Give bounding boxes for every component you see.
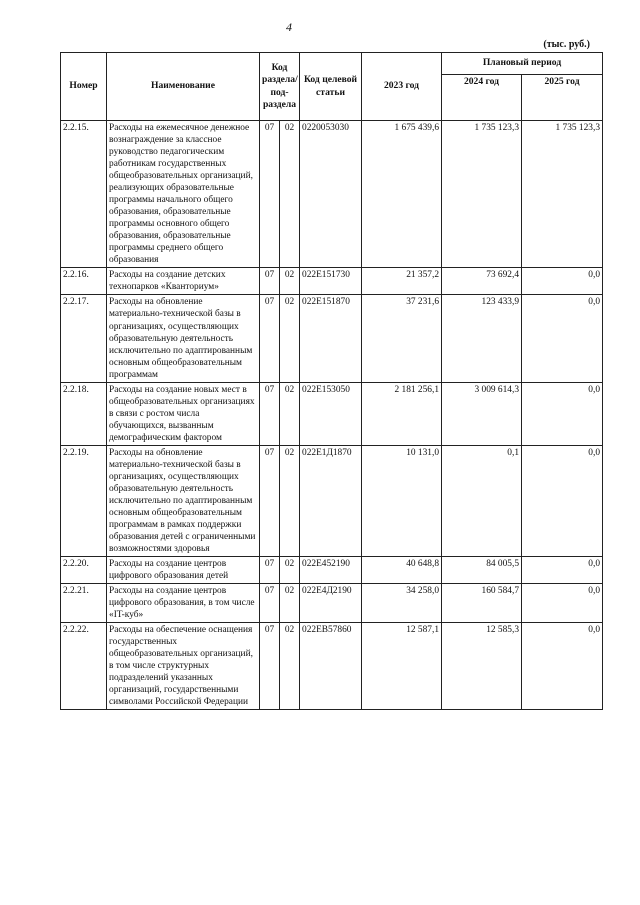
row-amount-2025: 0,0 — [522, 268, 603, 295]
table-row — [61, 121, 603, 268]
table-row — [61, 445, 603, 556]
row-amount-2023: 12 587,1 — [362, 623, 442, 710]
row-article: 022E4Д2190 — [300, 584, 362, 623]
row-article: 022E151870 — [300, 295, 362, 382]
row-amount-2025: 1 735 123,3 — [522, 121, 603, 268]
table-row — [61, 557, 603, 584]
row-subsection: 02 — [280, 382, 300, 445]
row-name: Расходы на обновление материально-технической базы в организациях, осуществляющих образовательную деятельность исключительно по адаптированным основным общеобразовательным программам — [107, 295, 260, 382]
header-name: Наименование — [107, 53, 260, 121]
row-name: Расходы на обеспечение оснащения государственных общеобразовательных организаций, в том числе структурных подразделений указанных организаций, государственными символами Российской Федерации — [107, 623, 260, 710]
row-amount-2025: 0,0 — [522, 584, 603, 623]
row-subsection: 02 — [280, 445, 300, 556]
row-subsection: 02 — [280, 121, 300, 268]
row-number: 2.2.20. — [61, 557, 107, 584]
row-section: 07 — [260, 268, 280, 295]
row-article: 0220053030 — [300, 121, 362, 268]
row-amount-2025: 0,0 — [522, 623, 603, 710]
row-amount-2025: 0,0 — [522, 382, 603, 445]
table-row — [61, 268, 603, 295]
units-label: (тыс. руб.) — [543, 39, 590, 50]
page-number: 4 — [286, 20, 292, 34]
row-amount-2024: 12 585,3 — [442, 623, 522, 710]
header-year-2023: 2023 год — [362, 53, 442, 121]
table-row — [61, 623, 603, 710]
row-number: 2.2.17. — [61, 295, 107, 382]
row-subsection: 02 — [280, 584, 300, 623]
header-section-code: Код раздела/ под-раздела — [260, 53, 300, 121]
row-subsection: 02 — [280, 268, 300, 295]
header-planned-period: Плановый период — [442, 53, 603, 75]
row-section: 07 — [260, 557, 280, 584]
row-article: 022E151730 — [300, 268, 362, 295]
header-number: Номер — [61, 53, 107, 121]
row-section: 07 — [260, 382, 280, 445]
row-amount-2023: 40 648,8 — [362, 557, 442, 584]
row-amount-2024: 123 433,9 — [442, 295, 522, 382]
row-number: 2.2.18. — [61, 382, 107, 445]
row-amount-2023: 2 181 256,1 — [362, 382, 442, 445]
row-amount-2025: 0,0 — [522, 295, 603, 382]
budget-table — [60, 52, 603, 710]
row-amount-2024: 160 584,7 — [442, 584, 522, 623]
table-row — [61, 584, 603, 623]
row-amount-2025: 0,0 — [522, 557, 603, 584]
row-number: 2.2.19. — [61, 445, 107, 556]
row-name: Расходы на ежемесячное денежное вознаграждение за классное руководство педагогическим работникам государственных общеобразовательных организаций, реализующих образовательные программы начального общего образования, образовательные программы основного общего образования, образовательные программы среднего общего образования — [107, 121, 260, 268]
row-amount-2024: 84 005,5 — [442, 557, 522, 584]
row-article: 022E153050 — [300, 382, 362, 445]
row-number: 2.2.21. — [61, 584, 107, 623]
table-row — [61, 295, 603, 382]
row-subsection: 02 — [280, 295, 300, 382]
row-article: 022E452190 — [300, 557, 362, 584]
table-row — [61, 382, 603, 445]
row-name: Расходы на обновление материально-технической базы в организациях, осуществляющих образовательную деятельность исключительно по адаптированным основным общеобразовательным программам в рамках поддержки образования детей с ограниченными возможностями здоровья — [107, 445, 260, 556]
row-number: 2.2.16. — [61, 268, 107, 295]
row-amount-2024: 0,1 — [442, 445, 522, 556]
row-amount-2024: 1 735 123,3 — [442, 121, 522, 268]
row-amount-2025: 0,0 — [522, 445, 603, 556]
row-name: Расходы на создание центров цифрового образования детей — [107, 557, 260, 584]
row-number: 2.2.15. — [61, 121, 107, 268]
row-section: 07 — [260, 623, 280, 710]
row-amount-2023: 1 675 439,6 — [362, 121, 442, 268]
row-article: 022EB57860 — [300, 623, 362, 710]
header-year-2024: 2024 год — [442, 75, 522, 121]
table-body — [61, 121, 603, 710]
row-amount-2023: 21 357,2 — [362, 268, 442, 295]
row-section: 07 — [260, 445, 280, 556]
row-section: 07 — [260, 584, 280, 623]
header-year-2025: 2025 год — [522, 75, 603, 121]
row-section: 07 — [260, 121, 280, 268]
table-header — [61, 53, 603, 121]
row-name: Расходы на создание новых мест в общеобразовательных организациях в связи с ростом числа обучающихся, вызванным демографическим фактором — [107, 382, 260, 445]
row-article: 022E1Д1870 — [300, 445, 362, 556]
row-name: Расходы на создание центров цифрового образования, в том числе «IT-куб» — [107, 584, 260, 623]
row-section: 07 — [260, 295, 280, 382]
row-subsection: 02 — [280, 623, 300, 710]
header-article-code: Код целевой статьи — [300, 53, 362, 121]
row-amount-2023: 34 258,0 — [362, 584, 442, 623]
row-name: Расходы на создание детских технопарков «Кванториум» — [107, 268, 260, 295]
row-amount-2024: 73 692,4 — [442, 268, 522, 295]
row-amount-2024: 3 009 614,3 — [442, 382, 522, 445]
row-number: 2.2.22. — [61, 623, 107, 710]
row-subsection: 02 — [280, 557, 300, 584]
row-amount-2023: 10 131,0 — [362, 445, 442, 556]
row-amount-2023: 37 231,6 — [362, 295, 442, 382]
